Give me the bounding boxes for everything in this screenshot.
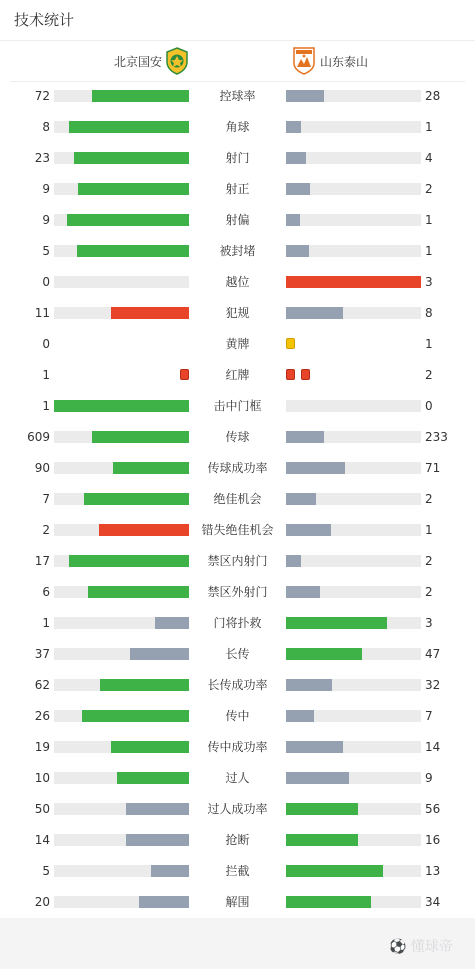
home-value: 7 — [42, 492, 50, 506]
stat-label: 绝佳机会 — [213, 492, 262, 506]
home-bar — [82, 710, 189, 722]
home-value: 26 — [34, 709, 50, 723]
stat-row — [0, 272, 475, 292]
away-bar — [286, 741, 343, 753]
home-bar — [139, 896, 189, 908]
home-bar — [69, 121, 189, 133]
home-team-name: 北京国安 — [113, 55, 162, 69]
stat-label: 门将扑救 — [213, 616, 262, 630]
away-bar — [286, 586, 320, 598]
away-bar-track — [286, 214, 421, 226]
home-value: 19 — [34, 740, 50, 754]
stat-label: 禁区内射门 — [207, 554, 268, 568]
stat-label: 犯规 — [225, 306, 250, 320]
away-bar — [286, 183, 310, 195]
away-value: 47 — [425, 647, 441, 661]
away-bar — [286, 276, 421, 288]
stat-row — [0, 768, 475, 788]
away-bar-track — [286, 121, 421, 133]
divider — [0, 40, 475, 41]
away-value: 2 — [425, 585, 433, 599]
home-bar — [77, 245, 189, 257]
stat-label: 射正 — [225, 182, 250, 196]
home-bar — [67, 214, 189, 226]
away-value: 8 — [425, 306, 433, 320]
home-bar-track — [54, 741, 189, 753]
home-bar-track — [54, 555, 189, 567]
away-bar — [286, 648, 362, 660]
away-bar — [286, 121, 301, 133]
home-bar-track — [54, 431, 189, 443]
home-value: 9 — [42, 213, 50, 227]
away-bar-track — [286, 524, 421, 536]
home-value: 0 — [42, 275, 50, 289]
stat-row — [0, 799, 475, 819]
stat-label: 解围 — [225, 895, 250, 909]
home-value: 11 — [34, 306, 50, 320]
home-value: 0 — [42, 337, 50, 351]
away-bar — [286, 493, 316, 505]
home-bar-track — [54, 493, 189, 505]
away-value: 56 — [425, 802, 441, 816]
stat-label: 传球 — [225, 430, 250, 444]
away-bar-track — [286, 834, 421, 846]
away-bar — [286, 865, 383, 877]
watermark — [389, 936, 453, 956]
stat-row — [0, 241, 475, 261]
away-bar-track — [286, 865, 421, 877]
away-bar-track — [286, 462, 421, 474]
stat-label: 越位 — [225, 275, 250, 289]
home-bar — [113, 462, 189, 474]
stat-row — [0, 334, 475, 354]
home-bar-track — [54, 524, 189, 536]
away-bar — [286, 679, 332, 691]
shandong-taishan-crest-icon — [293, 47, 315, 75]
home-bar-track — [54, 896, 189, 908]
home-value: 6 — [42, 585, 50, 599]
away-bar — [286, 834, 358, 846]
away-value: 1 — [425, 244, 433, 258]
home-value: 37 — [34, 647, 50, 661]
home-bar — [130, 648, 189, 660]
home-bar — [78, 183, 189, 195]
stat-row — [0, 737, 475, 757]
away-value: 3 — [425, 275, 433, 289]
away-bar — [286, 772, 349, 784]
away-value: 4 — [425, 151, 433, 165]
football-icon: ⚽ — [389, 939, 407, 955]
home-value: 17 — [34, 554, 50, 568]
stat-row — [0, 117, 475, 137]
away-bar-track — [286, 90, 421, 102]
away-bar — [286, 462, 345, 474]
home-bar — [99, 524, 189, 536]
stat-label: 黄牌 — [225, 337, 250, 351]
stat-row — [0, 520, 475, 540]
home-value: 62 — [34, 678, 50, 692]
stat-row — [0, 582, 475, 602]
away-value: 0 — [425, 399, 433, 413]
stat-label: 长传 — [225, 647, 250, 661]
away-value: 34 — [425, 895, 441, 909]
away-bar — [286, 524, 331, 536]
stat-label: 红牌 — [225, 368, 250, 382]
stat-row — [0, 675, 475, 695]
red-card-icon — [180, 369, 189, 380]
away-bar-track — [286, 772, 421, 784]
home-bar-track — [54, 617, 189, 629]
away-value: 2 — [425, 368, 433, 382]
home-bar — [69, 555, 189, 567]
stat-label: 传球成功率 — [207, 461, 268, 475]
home-bar — [92, 90, 189, 102]
away-bar-track — [286, 555, 421, 567]
home-bar-track — [54, 276, 189, 288]
away-value: 2 — [425, 492, 433, 506]
stat-row — [0, 892, 475, 912]
home-value: 9 — [42, 182, 50, 196]
away-team-name: 山东泰山 — [320, 55, 369, 69]
home-bar — [111, 307, 189, 319]
stat-row — [0, 458, 475, 478]
home-bar — [111, 741, 189, 753]
stat-row — [0, 396, 475, 416]
away-bar-track — [286, 431, 421, 443]
home-value: 14 — [34, 833, 50, 847]
home-value: 90 — [34, 461, 50, 475]
beijing-guoan-crest-icon — [165, 47, 189, 75]
away-value: 32 — [425, 678, 441, 692]
away-bar-track — [286, 617, 421, 629]
away-bar-track — [286, 741, 421, 753]
home-bar-track — [54, 834, 189, 846]
away-bar-track — [286, 648, 421, 660]
away-bar — [286, 307, 343, 319]
home-bar — [155, 617, 189, 629]
home-bar-track — [54, 803, 189, 815]
away-bar — [286, 803, 358, 815]
home-value: 8 — [42, 120, 50, 134]
home-value: 609 — [27, 430, 50, 444]
home-bar-track — [54, 307, 189, 319]
red-card-icon — [301, 369, 310, 380]
red-card-icon — [286, 369, 295, 380]
stat-label: 被封堵 — [219, 244, 256, 258]
stat-label: 过人成功率 — [207, 802, 268, 816]
away-bar-track — [286, 307, 421, 319]
away-value: 2 — [425, 554, 433, 568]
home-bar-track — [54, 648, 189, 660]
away-bar-track — [286, 586, 421, 598]
away-bar-track — [286, 493, 421, 505]
stat-label: 控球率 — [219, 89, 256, 103]
away-bar — [286, 245, 309, 257]
watermark-text: 懂球帝 — [410, 939, 453, 955]
stat-row — [0, 551, 475, 571]
divider — [10, 81, 465, 82]
away-value: 3 — [425, 616, 433, 630]
away-bar-track — [286, 152, 421, 164]
home-value: 2 — [42, 523, 50, 537]
stat-row — [0, 861, 475, 881]
home-bar — [88, 586, 189, 598]
home-bar — [126, 834, 189, 846]
home-bar-track — [54, 152, 189, 164]
away-value: 233 — [425, 430, 448, 444]
yellow-card-icon — [286, 338, 295, 349]
home-bar-track — [54, 400, 189, 412]
stat-row — [0, 148, 475, 168]
home-value: 5 — [42, 244, 50, 258]
home-bar-track — [54, 245, 189, 257]
home-bar-track — [54, 586, 189, 598]
home-value: 1 — [42, 616, 50, 630]
home-bar — [117, 772, 189, 784]
home-bar — [84, 493, 189, 505]
section-title: 技术统计 — [14, 11, 75, 29]
home-bar — [100, 679, 189, 691]
stat-row — [0, 613, 475, 633]
away-bar — [286, 90, 324, 102]
stat-label: 抢断 — [225, 833, 250, 847]
home-bar-track — [54, 865, 189, 877]
stat-row — [0, 365, 475, 385]
home-value: 5 — [42, 864, 50, 878]
away-bar-track — [286, 400, 421, 412]
away-bar — [286, 152, 306, 164]
away-value: 2 — [425, 182, 433, 196]
home-bar-track — [54, 772, 189, 784]
away-value: 71 — [425, 461, 441, 475]
stat-label: 错失绝佳机会 — [201, 523, 274, 537]
away-value: 14 — [425, 740, 441, 754]
away-bar-track — [286, 679, 421, 691]
home-value: 50 — [34, 802, 50, 816]
home-bar-track — [54, 90, 189, 102]
stat-label: 传中 — [225, 709, 250, 723]
away-bar-track — [286, 710, 421, 722]
away-bar-track — [286, 245, 421, 257]
home-bar — [126, 803, 189, 815]
home-bar — [92, 431, 189, 443]
away-value: 7 — [425, 709, 433, 723]
away-bar-track — [286, 803, 421, 815]
away-bar — [286, 617, 387, 629]
home-value: 20 — [34, 895, 50, 909]
home-value: 1 — [42, 368, 50, 382]
stat-row — [0, 830, 475, 850]
away-bar — [286, 431, 324, 443]
stat-label: 长传成功率 — [207, 678, 268, 692]
away-bar-track — [286, 183, 421, 195]
stat-row — [0, 427, 475, 447]
away-value: 16 — [425, 833, 441, 847]
home-bar-track — [54, 214, 189, 226]
home-value: 23 — [34, 151, 50, 165]
home-value: 72 — [34, 89, 50, 103]
away-value: 9 — [425, 771, 433, 785]
away-bar — [286, 896, 371, 908]
home-bar — [151, 865, 189, 877]
away-bar — [286, 710, 314, 722]
away-value: 28 — [425, 89, 441, 103]
stat-row — [0, 179, 475, 199]
home-bar — [74, 152, 189, 164]
stat-row — [0, 489, 475, 509]
stat-label: 击中门框 — [213, 399, 262, 413]
away-value: 1 — [425, 523, 433, 537]
away-bar — [286, 214, 300, 226]
away-value: 1 — [425, 213, 433, 227]
away-value: 1 — [425, 337, 433, 351]
stat-row — [0, 303, 475, 323]
stat-row — [0, 86, 475, 106]
home-bar-track — [54, 679, 189, 691]
home-value: 10 — [34, 771, 50, 785]
stat-label: 过人 — [225, 771, 250, 785]
away-value: 13 — [425, 864, 441, 878]
stat-label: 射偏 — [225, 213, 250, 227]
stat-row — [0, 706, 475, 726]
away-value: 1 — [425, 120, 433, 134]
stat-label: 射门 — [225, 151, 250, 165]
away-bar — [286, 555, 301, 567]
stat-row — [0, 644, 475, 664]
away-bar-track — [286, 276, 421, 288]
home-bar-track — [54, 462, 189, 474]
home-value: 1 — [42, 399, 50, 413]
stat-label: 角球 — [225, 120, 250, 134]
home-bar — [54, 400, 189, 412]
home-bar-track — [54, 183, 189, 195]
stat-label: 拦截 — [225, 864, 250, 878]
stat-label: 禁区外射门 — [207, 585, 268, 599]
away-bar-track — [286, 896, 421, 908]
teams-header — [0, 44, 475, 80]
stat-row — [0, 210, 475, 230]
home-bar-track — [54, 121, 189, 133]
home-bar-track — [54, 710, 189, 722]
stat-label: 传中成功率 — [207, 740, 268, 754]
